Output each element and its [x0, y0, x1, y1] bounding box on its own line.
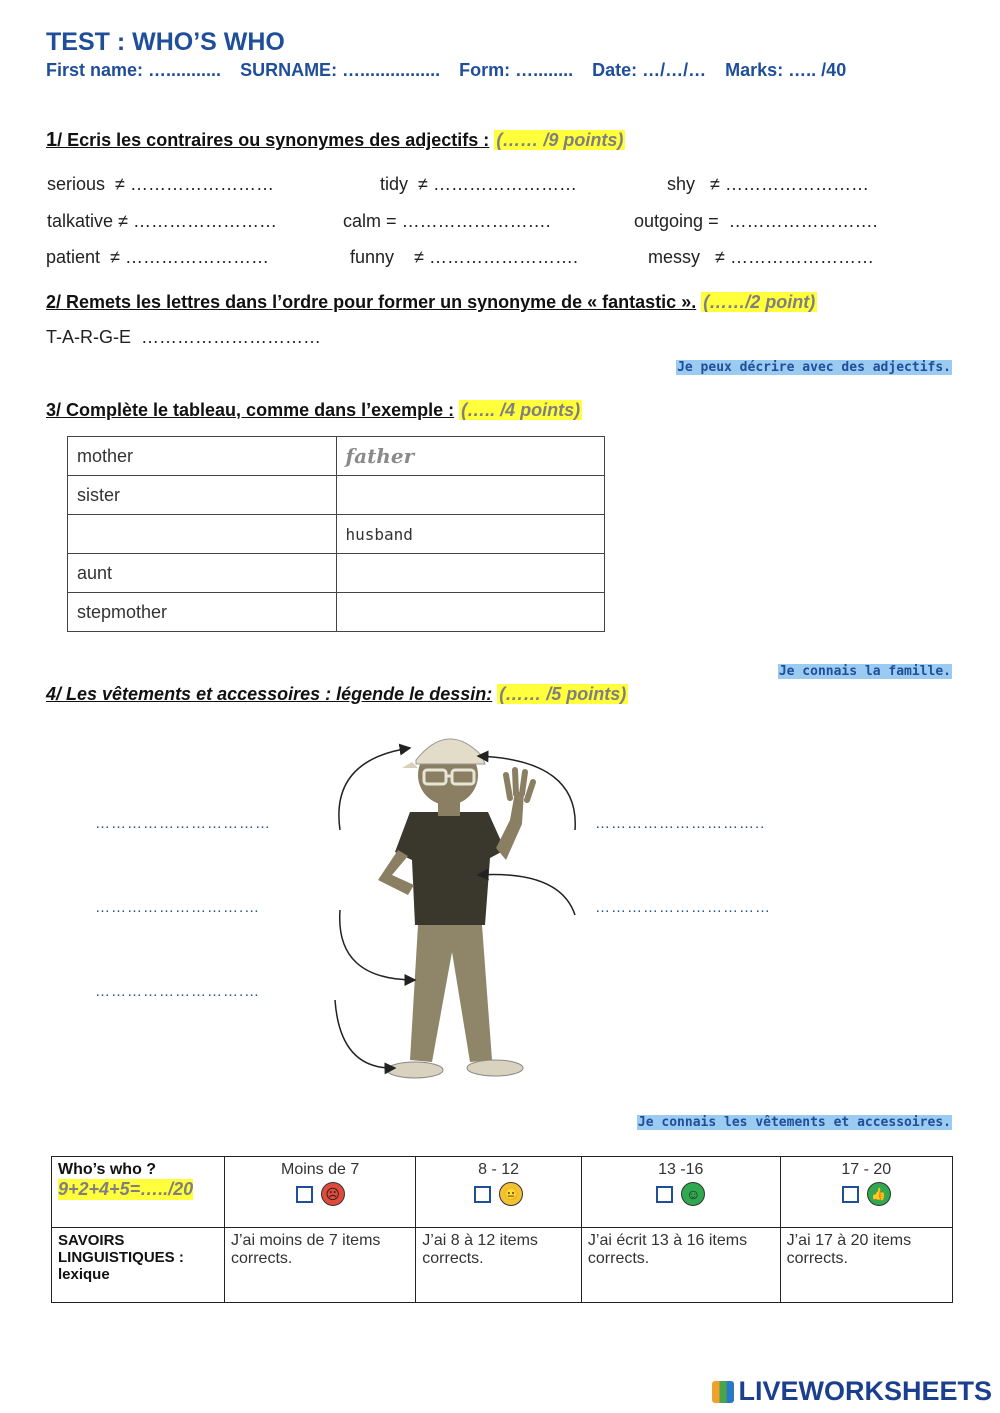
level-header: 13 -16 ☺ [581, 1157, 780, 1228]
q4-heading: 4/ Les vêtements et accessoires : légende le dessin: (…… /5 points) [46, 684, 627, 704]
label-blank-left-1[interactable]: …………………………… [95, 815, 271, 832]
happy-face-icon: ☺ [681, 1182, 705, 1206]
student-info-line [46, 60, 860, 81]
liveworksheets-logo: LIVEWORKSHEETS [712, 1376, 992, 1407]
q1-points: (…… /9 points) [496, 130, 624, 150]
self-assessment-grid [51, 1156, 953, 1303]
answer-blank[interactable]: …………………… [132, 211, 277, 231]
q3-points: (….. /4 points) [461, 400, 581, 420]
q1-item: funny ≠ ……………………. [350, 247, 578, 267]
row-label: SAVOIRS LINGUISTIQUES : lexique [52, 1228, 225, 1303]
example-answer: father [336, 437, 605, 476]
marks-field[interactable]: Marks: ….. /40 [725, 60, 847, 80]
q3-heading: 3/ Complète le tableau, comme dans l’exemple : (….. /4 points) [46, 400, 581, 420]
q1-item: tidy ≠ …………………… [380, 174, 577, 194]
table-row [68, 476, 605, 515]
waving-hand [506, 770, 533, 800]
answer-blank[interactable]: ……………………. [428, 247, 578, 267]
table-row [52, 1228, 953, 1303]
table-row [52, 1157, 953, 1228]
table-cell: mother [68, 437, 337, 476]
answer-blank[interactable]: …………………… [124, 247, 269, 267]
arrow-to-shoes [335, 1000, 395, 1068]
skill-badge-adjectives: Je peux décrire avec des adjectifs. [677, 360, 951, 375]
skill-badge-clothes: Je connais les vêtements et accessoires. [637, 1115, 951, 1130]
level-description: J’ai 17 à 20 items corrects. [780, 1228, 952, 1303]
table-row [68, 437, 605, 476]
answer-cell[interactable] [68, 515, 337, 554]
q4-points: (…… /5 points) [499, 684, 627, 704]
level-header: 8 - 12 😐 [416, 1157, 582, 1228]
answer-blank[interactable]: ……………………. [401, 211, 551, 231]
sad-face-icon: ☹ [321, 1182, 345, 1206]
q1-item: patient ≠ …………………… [46, 247, 269, 267]
t-shirt [395, 812, 505, 925]
arrow-to-cap [339, 748, 410, 830]
left-shoe [387, 1062, 443, 1078]
checkbox[interactable] [842, 1186, 859, 1203]
label-blank-right-2[interactable]: …………………………… [595, 899, 771, 916]
q2-answer-line [46, 327, 321, 348]
neutral-face-icon: 😐 [499, 1182, 523, 1206]
q1-item: shy ≠ …………………… [667, 174, 869, 194]
table-cell: husband [336, 515, 605, 554]
answer-blank[interactable]: …………………… [724, 174, 869, 194]
page-title: TEST : WHO’S WHO [46, 28, 285, 56]
answer-cell[interactable] [336, 593, 605, 632]
first-name-field[interactable]: First name: …........... [46, 60, 222, 80]
table-row [68, 515, 605, 554]
q1-item: calm = ……………………. [343, 211, 551, 231]
table-cell: sister [68, 476, 337, 515]
q1-item: outgoing = ……………………. [634, 211, 878, 231]
boy-illustration [320, 720, 600, 1090]
skill-badge-family: Je connais la famille. [778, 664, 951, 679]
table-cell: stepmother [68, 593, 337, 632]
right-shoe [467, 1060, 523, 1076]
table-row [68, 593, 605, 632]
answer-blank[interactable]: ……………………. [728, 211, 878, 231]
level-description: J’ai écrit 13 à 16 items corrects. [581, 1228, 780, 1303]
q2-heading: 2/ Remets les lettres dans l’ordre pour former un synonyme de « fantastic ». (……/2 point) [46, 292, 816, 312]
arrow-to-trousers [340, 910, 415, 980]
q1-item: serious ≠ …………………… [47, 174, 274, 194]
arrow-to-t-shirt [478, 875, 575, 916]
answer-cell[interactable] [336, 476, 605, 515]
cap [416, 739, 485, 764]
table-cell: aunt [68, 554, 337, 593]
answer-cell[interactable] [336, 554, 605, 593]
answer-blank[interactable]: ………………………… [141, 327, 322, 347]
checkbox[interactable] [296, 1186, 313, 1203]
label-blank-left-3[interactable]: ……………………….… [95, 983, 261, 1000]
date-field[interactable]: Date: …/…/… [592, 60, 707, 80]
level-header: 17 - 20 👍 [780, 1157, 952, 1228]
level-header: Moins de 7 ☹ [225, 1157, 416, 1228]
answer-blank[interactable]: …………………… [432, 174, 577, 194]
level-description: J’ai 8 à 12 items corrects. [416, 1228, 582, 1303]
surname-field[interactable]: SURNAME: …................ [240, 60, 441, 80]
checkbox[interactable] [474, 1186, 491, 1203]
q1-item: talkative ≠ …………………… [47, 211, 277, 231]
label-blank-left-2[interactable]: ……………………….… [95, 899, 261, 916]
trousers [410, 925, 492, 1062]
table-row [68, 554, 605, 593]
thumbs-up-icon: 👍 [867, 1182, 891, 1206]
q1-item: messy ≠ …………………… [648, 247, 874, 267]
form-field[interactable]: Form: …........ [459, 60, 574, 80]
answer-blank[interactable]: …………………… [129, 174, 274, 194]
q1-heading: 1/ Ecris les contraires ou synonymes des adjectifs : (…… /9 points) [46, 129, 624, 151]
scrambled-letters: T-A-R-G-E [46, 327, 131, 347]
grid-title-cell: Who’s who ? 9+2+4+5=…../20 [52, 1157, 225, 1228]
score-formula: 9+2+4+5=…../20 [58, 1179, 194, 1199]
answer-blank[interactable]: …………………… [729, 247, 874, 267]
family-table [67, 436, 605, 632]
right-arm [496, 792, 524, 860]
q2-points: (……/2 point) [703, 292, 816, 312]
checkbox[interactable] [656, 1186, 673, 1203]
label-blank-right-1[interactable]: ………………………….. [595, 815, 766, 832]
level-description: J’ai moins de 7 items corrects. [225, 1228, 416, 1303]
logo-icon [712, 1381, 734, 1403]
